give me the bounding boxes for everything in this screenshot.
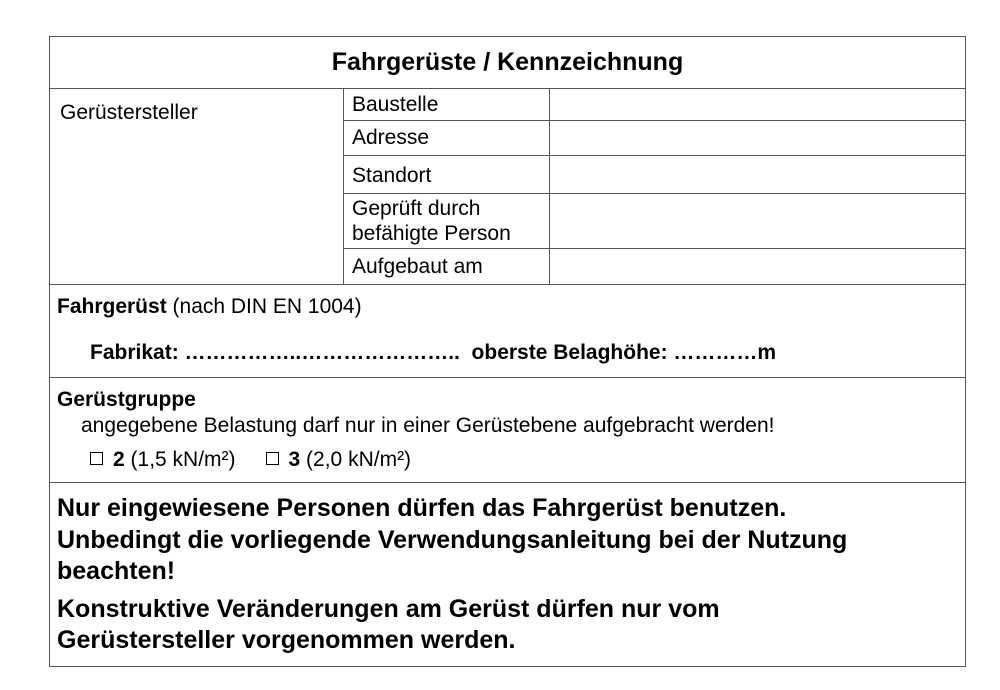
maker-fill-dots[interactable]: ……………..…………………..	[184, 341, 460, 364]
info-section	[50, 89, 965, 285]
scaffold-maker-label: Gerüstersteller	[60, 101, 198, 124]
field-label-adresse: Adresse	[352, 126, 430, 149]
group-section	[50, 378, 965, 483]
field-row-aufgebaut	[344, 249, 965, 285]
frame-details-line	[90, 341, 776, 365]
group-2-number: 2	[113, 448, 125, 471]
field-row-geprueft	[344, 194, 965, 249]
height-label: oberste Belaghöhe:	[459, 341, 674, 364]
group-options	[90, 448, 411, 472]
card-title: Fahrgerüste / Kennzeichnung	[50, 37, 965, 89]
frame-section	[50, 285, 965, 378]
field-value-standort[interactable]	[549, 156, 965, 193]
frame-heading	[57, 295, 362, 319]
field-row-standort	[344, 156, 965, 194]
field-label-geprueft-line2: befähigte Person	[352, 222, 511, 245]
warning-line-1: Nur eingewiesene Personen dürfen das Fahrgerüst benutzen.	[57, 494, 787, 522]
field-label-standort: Standort	[352, 164, 432, 187]
frame-heading-norm: (nach DIN EN 1004)	[166, 295, 362, 318]
group-heading: Gerüstgruppe	[57, 388, 196, 411]
field-label-baustelle: Baustelle	[352, 93, 439, 116]
field-row-baustelle	[344, 89, 965, 121]
warning-section	[50, 483, 965, 668]
field-label-geprueft-line1: Geprüft durch	[352, 197, 481, 220]
warning-line-5: Gerüstersteller vorgenommen werden.	[57, 626, 516, 654]
field-value-adresse[interactable]	[549, 121, 965, 155]
field-label-aufgebaut: Aufgebaut am	[352, 255, 483, 278]
warning-line-3: beachten!	[57, 557, 176, 585]
group-3-checkbox[interactable]	[266, 452, 279, 465]
group-3-load: (2,0 kN/m²)	[300, 448, 412, 471]
field-value-baustelle[interactable]	[549, 89, 965, 120]
group-3-number: 3	[288, 448, 301, 471]
warning-line-4: Konstruktive Veränderungen am Gerüst dürfen nur vom	[57, 595, 720, 623]
frame-heading-bold: Fahrgerüst	[57, 295, 167, 318]
group-load-note: angegebene Belastung darf nur in einer Gerüstebene aufgebracht werden!	[81, 414, 775, 437]
info-grid	[343, 89, 965, 284]
height-fill-dots[interactable]: …………m	[673, 341, 777, 364]
maker-label: Fabrikat:	[90, 341, 185, 364]
field-value-geprueft[interactable]	[549, 194, 965, 248]
field-row-adresse	[344, 121, 965, 156]
group-2-checkbox[interactable]	[90, 452, 103, 465]
scaffold-label-card	[49, 36, 966, 667]
warning-line-2: Unbedingt die vorliegende Verwendungsanleitung bei der Nutzung	[57, 526, 848, 554]
group-2-load: (1,5 kN/m²)	[124, 448, 236, 471]
field-value-aufgebaut[interactable]	[549, 249, 965, 285]
